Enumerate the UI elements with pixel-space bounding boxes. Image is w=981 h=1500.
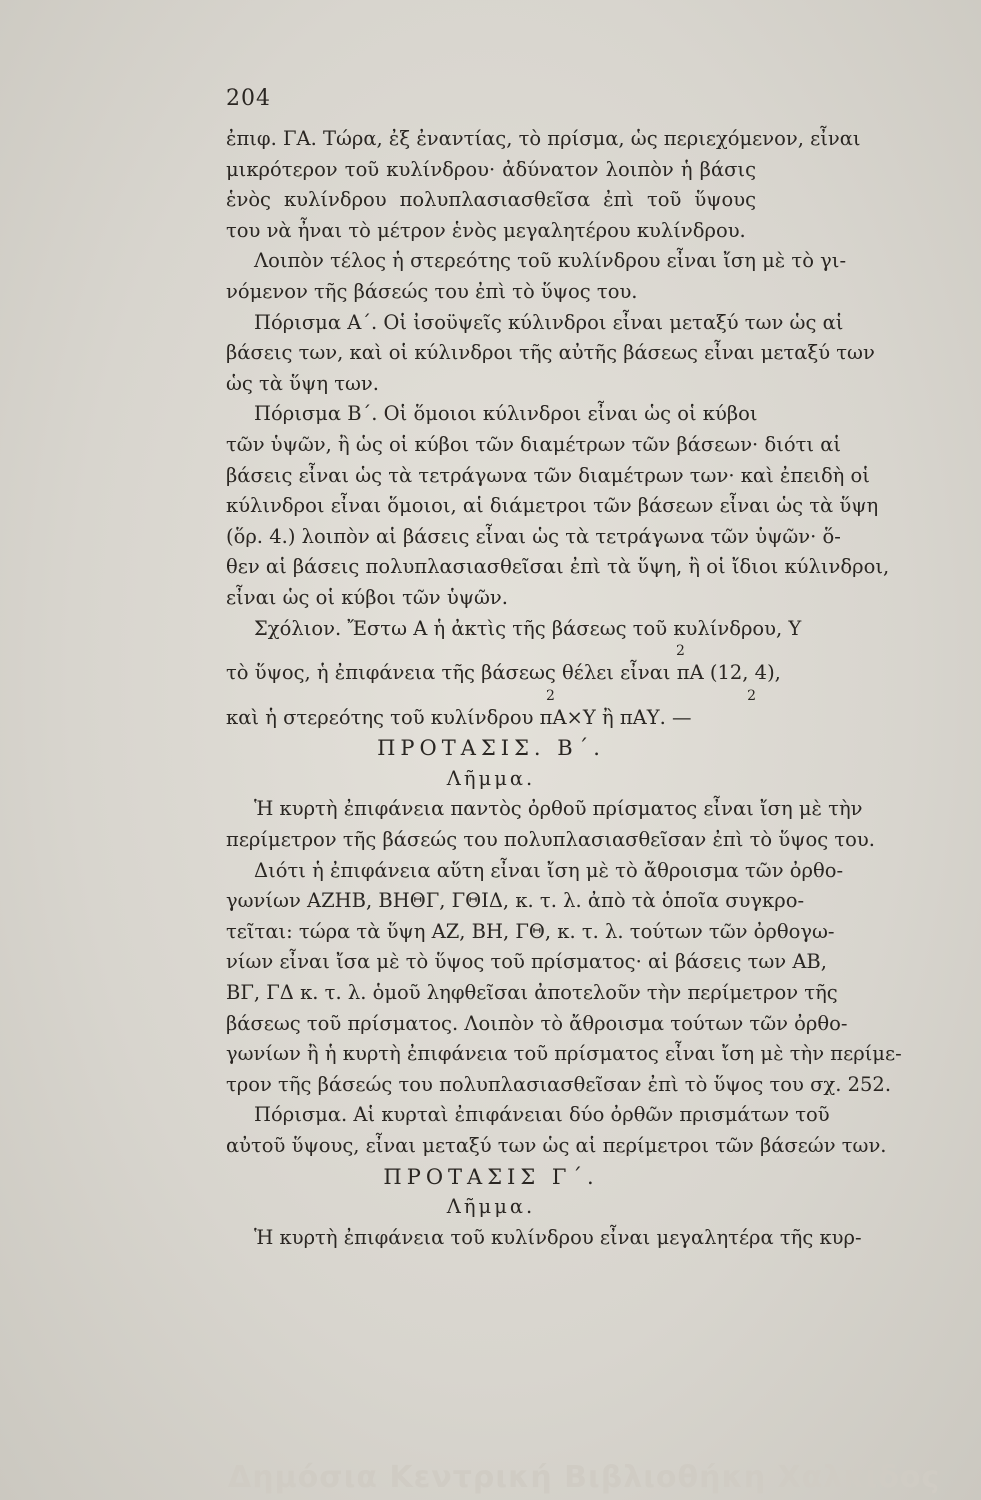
text-line: ἐπιφ. ΓΑ. Τώρα, ἐξ ἐναντίας, τὸ πρίσμα, ὡς περιεχόμενον, εἶναι: [226, 127, 861, 150]
text-line: γωνίων ΑΖΗΒ, ΒΗΘΓ, ΓΘΙΔ, κ. τ. λ. ἀπὸ τὰ ὁποῖα συγκρο-: [226, 889, 805, 913]
text-line: Πόρισμα Β΄. Οἱ ὅμοιοι κύλινδροι εἶναι ὡς οἱ κύβοι: [254, 402, 758, 426]
text-line: βάσεις των, καὶ οἱ κύλινδροι τῆς αὐτῆς βάσεως εἶναι μεταξύ των: [226, 341, 875, 365]
text-line: Λῆμμα.: [446, 766, 536, 790]
text-line: ΠΡΟΤΑΣΙΣ Γ΄.: [383, 1164, 599, 1189]
text-line: γωνίων ἢ ἡ κυρτὴ ἐπιφάνεια τοῦ πρίσματος εἶναι ἴση μὲ τὴν περίμε-: [226, 1042, 902, 1066]
text-line: Ἡ κυρτὴ ἐπιφάνεια τοῦ κυλίνδρου εἶναι μεγαλητέρα τῆς κυρ-: [254, 1225, 862, 1249]
text-line: βάσεως τοῦ πρίσματος. Λοιπὸν τὸ ἄθροισμα τούτων τῶν ὀρθο-: [226, 1011, 848, 1035]
text-line: 2: [676, 643, 685, 660]
text-line: τρον τῆς βάσεώς του πολυπλασιασθεῖσαν ἐπὶ τὸ ὕψος του σχ. 252.: [226, 1072, 892, 1096]
text-line: Λοιπὸν τέλος ἡ στερεότης τοῦ κυλίνδρου εἶναι ἴση μὲ τὸ γι-: [254, 249, 847, 273]
text-line: αὐτοῦ ὕψους, εἶναι μεταξύ των ὡς αἱ περίμετροι τῶν βάσεών των.: [226, 1134, 887, 1157]
text-line: Διότι ἡ ἐπιφάνεια αὕτη εἶναι ἴση μὲ τὸ ἄθροισμα τῶν ὀρθο-: [254, 858, 844, 882]
text-line: μικρότερον τοῦ κυλίνδρου· ἀδύνατον λοιπὸν ἡ βάσις: [226, 157, 756, 181]
text-line: τὸ ὕψος, ἡ ἐπιφάνεια τῆς βάσεως θέλει εἶναι πΑ (12, 4),: [226, 661, 781, 685]
body-text: [226, 124, 902, 1253]
text-line: Λῆμμα.: [446, 1195, 536, 1219]
page-number: 204: [226, 86, 271, 111]
text-line: Πόρισμα Α΄. Οἱ ἰσοϋψεῖς κύλινδροι εἶναι μεταξύ των ὡς αἱ: [254, 310, 844, 334]
text-line: νόμενον τῆς βάσεώς του ἐπὶ τὸ ὕψος του.: [226, 279, 638, 303]
library-watermark: Δημόσια Κεντρική Βιβλιοθήκη Χαλκίδος: [228, 1460, 941, 1495]
text-line: βάσεις εἶναι ὡς τὰ τετράγωνα τῶν διαμέτρων των· καὶ ἐπειδὴ οἱ: [226, 463, 870, 487]
text-line: ὡς τὰ ὕψη των.: [226, 371, 379, 395]
text-line: τεῖται: τώρα τὰ ὕψη ΑΖ, ΒΗ, ΓΘ, κ. τ. λ. τούτων τῶν ὀρθογω-: [226, 919, 835, 943]
text-line: κύλινδροι εἶναι ὅμοιοι, αἱ διάμετροι τῶν βάσεων εἶναι ὡς τὰ ὕψη: [226, 494, 879, 518]
text-line: νίων εἶναι ἴσα μὲ τὸ ὕψος τοῦ πρίσματος· αἱ βάσεις των ΑΒ,: [226, 950, 827, 974]
text-line: του νὰ ἦναι τὸ μέτρον ἑνὸς μεγαλητέρου κυλίνδρου.: [226, 218, 746, 242]
text-line: περίμετρον τῆς βάσεώς του πολυπλασιασθεῖσαν ἐπὶ τὸ ὕψος του.: [226, 828, 875, 852]
text-line: τῶν ὑψῶν, ἢ ὡς οἱ κύβοι τῶν διαμέτρων τῶν βάσεων· διότι αἱ: [226, 432, 842, 456]
text-line: ἑνὸς κυλίνδρου πολυπλασιασθεῖσα ἐπὶ τοῦ ὕψους: [226, 188, 756, 212]
text-line: θεν αἱ βάσεις πολυπλασιασθεῖσαι ἐπὶ τὰ ὕψη, ἢ οἱ ἴδιοι κύλινδροι,: [226, 555, 890, 579]
text-line: (ὅρ. 4.) λοιπὸν αἱ βάσεις εἶναι ὡς τὰ τετράγωνα τῶν ὑψῶν· ὅ-: [226, 524, 841, 548]
text-line: εἶναι ὡς οἱ κύβοι τῶν ὑψῶν.: [226, 585, 508, 609]
text-line: καὶ ἡ στερεότης τοῦ κυλίνδρου πΑ×Υ ἢ πΑΥ. —: [226, 705, 692, 729]
text-line: Ἡ κυρτὴ ἐπιφάνεια παντὸς ὀρθοῦ πρίσματος εἶναι ἴση μὲ τὴν: [254, 797, 863, 821]
text-line: ΠΡΟΤΑΣΙΣ. Β΄.: [377, 736, 605, 761]
text-line: Σχόλιον. Ἔστω Α ἡ ἀκτὶς τῆς βάσεως τοῦ κυλίνδρου, Υ: [254, 616, 802, 640]
text-line: ΒΓ, ΓΔ κ. τ. λ. ὁμοῦ ληφθεῖσαι ἀποτελοῦν τὴν περίμετρον τῆς: [226, 981, 838, 1005]
text-line: Πόρισμα. Αἱ κυρταὶ ἐπιφάνειαι δύο ὀρθῶν πρισμάτων τοῦ: [254, 1103, 830, 1127]
text-line: 2 2: [546, 687, 756, 704]
